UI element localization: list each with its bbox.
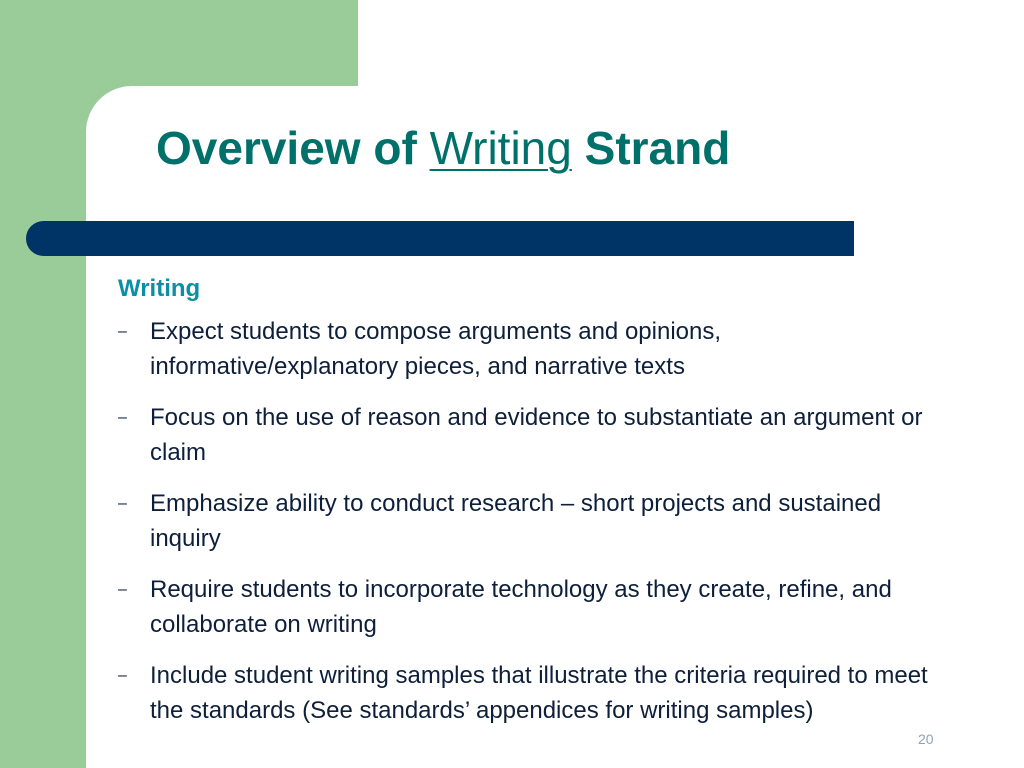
dash-marker: – <box>118 667 127 684</box>
dash-marker: – <box>118 323 127 340</box>
writing-link[interactable]: Writing <box>429 122 572 174</box>
title-prefix: Overview of <box>156 122 430 174</box>
bullet-item <box>118 400 958 470</box>
bullet-item <box>118 572 958 642</box>
dash-marker: – <box>118 581 127 598</box>
slide-title <box>156 120 730 176</box>
title-suffix: Strand <box>571 122 731 174</box>
dash-marker: – <box>118 495 127 512</box>
bullet-item <box>118 314 958 384</box>
bullet-text: Focus on the use of reason and evidence to substantiate an argument or claim <box>150 404 923 466</box>
bullet-list <box>118 314 958 744</box>
bullet-item <box>118 658 958 728</box>
title-divider-bar <box>26 221 854 256</box>
bullet-text: Include student writing samples that illustrate the criteria required to meet the standards (See standards’ appendices for writing samples) <box>150 662 928 724</box>
dash-marker: – <box>118 409 127 426</box>
bullet-text: Expect students to compose arguments and opinions, informative/explanatory pieces, and narrative texts <box>150 318 722 380</box>
bullet-text: Require students to incorporate technology as they create, refine, and collaborate on writing <box>150 576 892 638</box>
slide-number: 20 <box>918 731 934 747</box>
bullet-text: Emphasize ability to conduct research – short projects and sustained inquiry <box>150 490 882 552</box>
bullet-item <box>118 486 958 556</box>
section-heading: Writing <box>118 275 201 302</box>
